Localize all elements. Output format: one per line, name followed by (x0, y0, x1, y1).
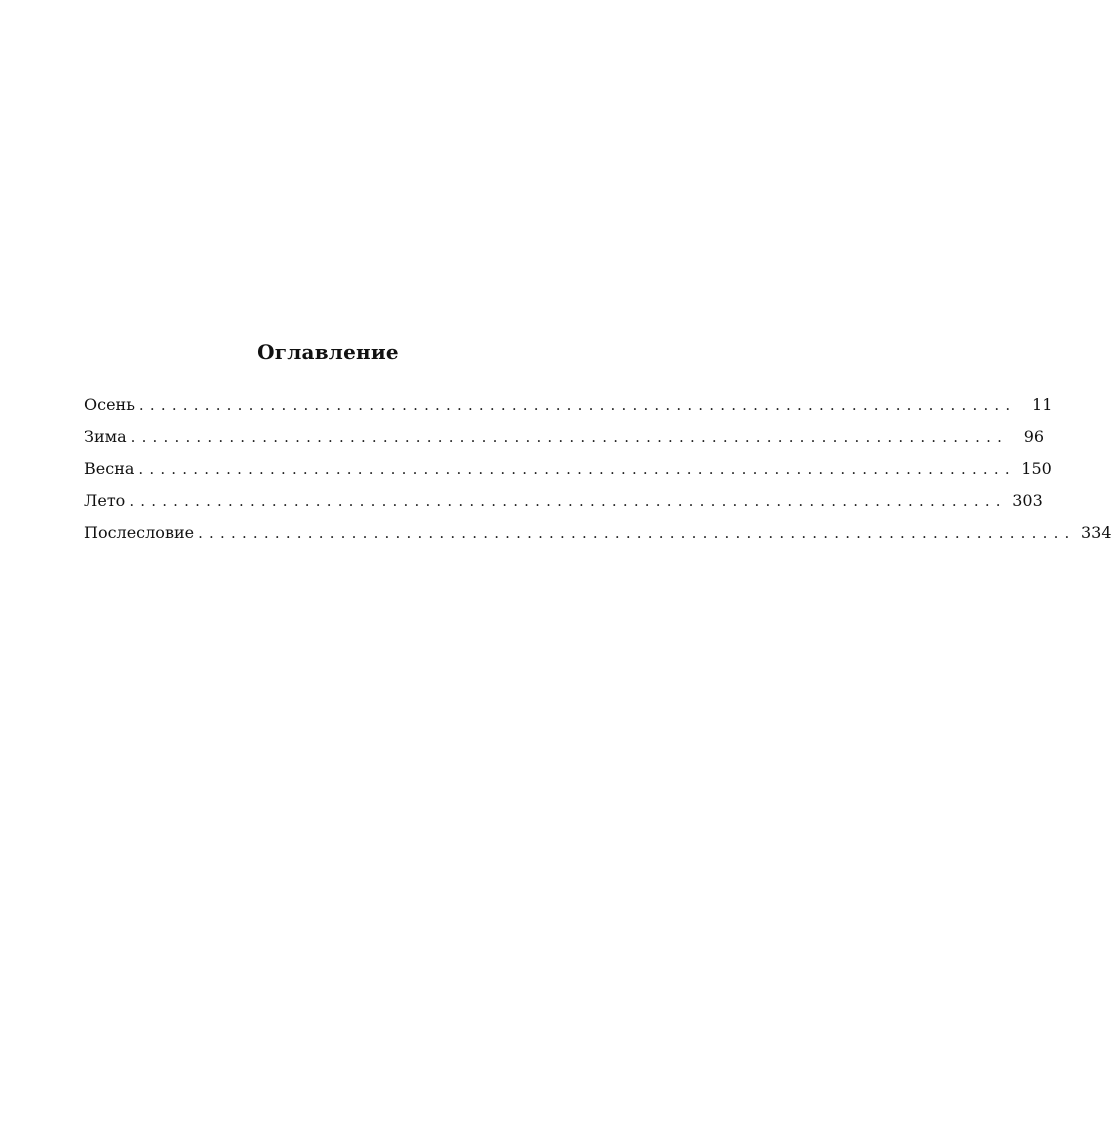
toc-entry-page: 11 (1032, 395, 1053, 414)
toc-entry-label: Лето (84, 491, 126, 510)
toc-entry-page: 334 (1080, 523, 1112, 542)
toc-entry-label: Зима (84, 427, 127, 446)
toc-dot-leader: ................................................................................ (138, 396, 1017, 414)
toc-entry-page: 96 (1023, 427, 1045, 446)
toc-entry-page: 303 (1012, 491, 1043, 510)
toc-entry-label: Послесловие (84, 523, 195, 542)
toc-entry-label: Осень (84, 395, 135, 414)
toc-entry-spring[interactable] (84, 456, 1052, 488)
toc-list (84, 392, 1112, 552)
toc-dot-leader: ................................................................................ (129, 492, 1007, 510)
toc-title: Оглавление (257, 340, 399, 364)
toc-entry-afterword[interactable] (84, 520, 1112, 552)
toc-entry-autumn[interactable] (84, 392, 1053, 424)
toc-entry-winter[interactable] (84, 424, 1045, 456)
toc-dot-leader: ................................................................................ (198, 524, 1076, 542)
toc-entry-label: Весна (84, 459, 135, 478)
toc-dot-leader: ................................................................................ (138, 460, 1016, 478)
toc-dot-leader: ................................................................................ (130, 428, 1009, 446)
toc-entry-page: 150 (1021, 459, 1052, 478)
toc-entry-summer[interactable] (84, 488, 1043, 520)
